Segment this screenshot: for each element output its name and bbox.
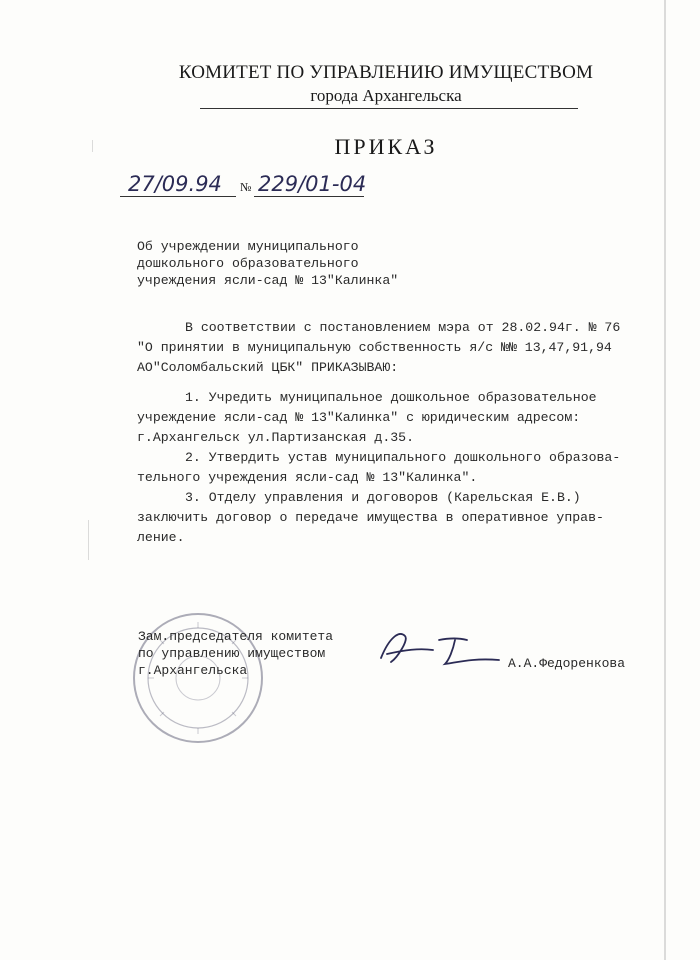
item-1-line: учреждение ясли-сад № 13"Калинка" с юридическим адресом: [137, 410, 581, 425]
position-line: по управлению имуществом [138, 646, 326, 661]
order-subject [137, 238, 457, 289]
position-line: г.Архангельска [138, 663, 248, 678]
preamble-line: В соответствии с постановлением мэра от 28.02.94г. № 76 [185, 320, 621, 335]
signatory-position [138, 628, 398, 679]
order-date: 27/09.94 [128, 172, 222, 196]
order-date-number [120, 172, 380, 202]
order-number: 229/01-04 [258, 172, 367, 196]
order-number-label: № [240, 180, 252, 194]
item-3-line: ление. [137, 530, 185, 545]
subject-line: Об учреждении муниципального [137, 239, 359, 254]
item-3-line: 3. Отделу управления и договоров (Карельская Е.В.) [185, 490, 581, 505]
item-2-line: тельного учреждения ясли-сад № 13"Калинка". [137, 470, 478, 485]
preamble-line: "О принятии в муниципальную собственность я/с №№ 13,47,91,94 [137, 340, 612, 355]
document-title: ПРИКАЗ [334, 134, 438, 159]
scan-speck [88, 520, 89, 560]
position-line: Зам.председателя комитета [138, 629, 334, 644]
signatory-name: А.А.Федоренкова [508, 656, 626, 671]
item-1-line: 1. Учредить муниципальное дошкольное образовательное [185, 390, 597, 405]
item-2-line: 2. Утвердить устав муниципального дошкольного образова- [185, 450, 621, 465]
subject-line: учреждения ясли-сад № 13"Калинка" [137, 273, 399, 288]
header-rule [200, 108, 578, 109]
order-body [137, 318, 637, 548]
handwritten-signature [375, 628, 505, 674]
item-3-line: заключить договор о передаче имущества в оперативное управ- [137, 510, 604, 525]
preamble-line: АО"Соломбальский ЦБК" ПРИКАЗЫВАЮ: [137, 360, 399, 375]
organization-name: КОМИТЕТ ПО УПРАВЛЕНИЮ ИМУЩЕСТВОМ [178, 62, 594, 83]
item-1-line: г.Архангельск ул.Партизанская д.35. [137, 430, 414, 445]
date-underline [120, 196, 236, 197]
organization-city: города Архангельска [310, 86, 462, 105]
subject-line: дошкольного образовательного [137, 256, 359, 271]
number-underline [254, 196, 364, 197]
